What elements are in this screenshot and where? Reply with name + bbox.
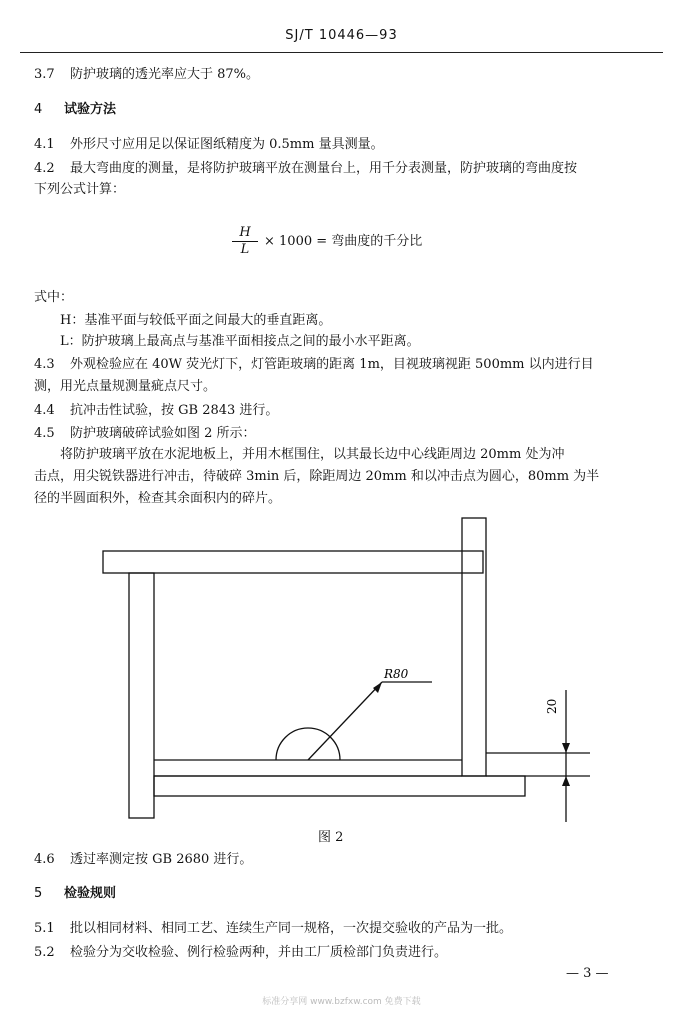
clause-text: 外观检验应在 40W 荧光灯下，灯管距玻璃的距离 1m，目视玻璃视距 500mm 以内进行目 (70, 357, 594, 372)
clause-text: 检验分为交收检验、例行检验两种，并由工厂质检部门负责进行。 (70, 945, 448, 960)
dim-arrow-top (562, 743, 570, 753)
watermark: 标准分享网 www.bzfxw.com 免费下载 (262, 997, 421, 1007)
clause-text: 透过率测定按 GB 2680 进行。 (70, 852, 253, 867)
impact-semicircle (276, 728, 340, 760)
clause-text: 批以相同材料、相同工艺、连续生产同一规格，一次提交验收的产品为一批。 (70, 921, 513, 936)
section-title: 检验规则 (64, 886, 117, 901)
clause-number: 4.6 (34, 852, 55, 867)
clause-paragraph-line: 径的半圆面积外，检查其余面积内的碎片。 (34, 491, 282, 506)
clause-text: 防护玻璃破碎试验如图 2 所示： (70, 426, 256, 441)
radius-arrowhead (373, 682, 382, 693)
clause-text-continued: 下列公式计算： (34, 182, 126, 197)
dim-arrow-bottom (562, 776, 570, 786)
left-frame-post (129, 573, 154, 818)
clause-number: 5.2 (34, 945, 55, 960)
clause-number: 4.4 (34, 403, 55, 418)
formula-expression: × 1000 = 弯曲度的千分比 (264, 234, 423, 249)
clause-number: 4.3 (34, 357, 55, 372)
clause-paragraph-line: 击点，用尖锐铁器进行冲击，待破碎 3min 后，除距周边 20mm 和以冲击点为圆心，80mm 为半 (34, 469, 600, 484)
figure-caption: 图 2 (318, 830, 344, 845)
dimension-label: 20 (545, 698, 559, 714)
clause-number: 4.2 (34, 161, 55, 176)
definition-l: L：防护玻璃上最高点与基准平面相接点之间的最小水平距离。 (60, 334, 420, 349)
where-label: 式中： (34, 290, 74, 305)
clause-number: 4.1 (34, 137, 55, 152)
formula-numerator: H (232, 225, 258, 242)
clause-number: 3.7 (34, 67, 55, 82)
clause-text: 外形尺寸应用足以保证图纸精度为 0.5mm 量具测量。 (70, 137, 384, 152)
top-frame-bar (103, 551, 483, 573)
clause-number: 4.5 (34, 426, 55, 441)
clause-text: 抗冲击性试验，按 GB 2843 进行。 (70, 403, 279, 418)
section-number: 5 (34, 886, 43, 901)
section-title: 试验方法 (64, 102, 117, 117)
radius-leader-line (308, 682, 382, 760)
definition-h: H：基准平面与较低平面之间最大的垂直距离。 (60, 313, 332, 328)
section-number: 4 (34, 102, 43, 117)
formula-denominator: L (240, 242, 250, 257)
clause-text-continued: 测，用光点量规测量疵点尺寸。 (34, 379, 217, 394)
clause-text: 防护玻璃的透光率应大于 87%。 (70, 67, 260, 82)
floor-slab (154, 776, 525, 796)
clause-number: 5.1 (34, 921, 55, 936)
clause-paragraph-line: 将防护玻璃平放在水泥地板上，并用木框围住，以其最长边中心线距周边 20mm 处为冲 (60, 447, 565, 462)
radius-label: R80 (384, 667, 409, 681)
header-standard-number: SJ/T 10446—93 (285, 28, 398, 43)
clause-text: 最大弯曲度的测量，是将防护玻璃平放在测量台上，用千分表测量，防护玻璃的弯曲度按 (70, 161, 578, 176)
page-number: — 3 — (566, 966, 609, 981)
